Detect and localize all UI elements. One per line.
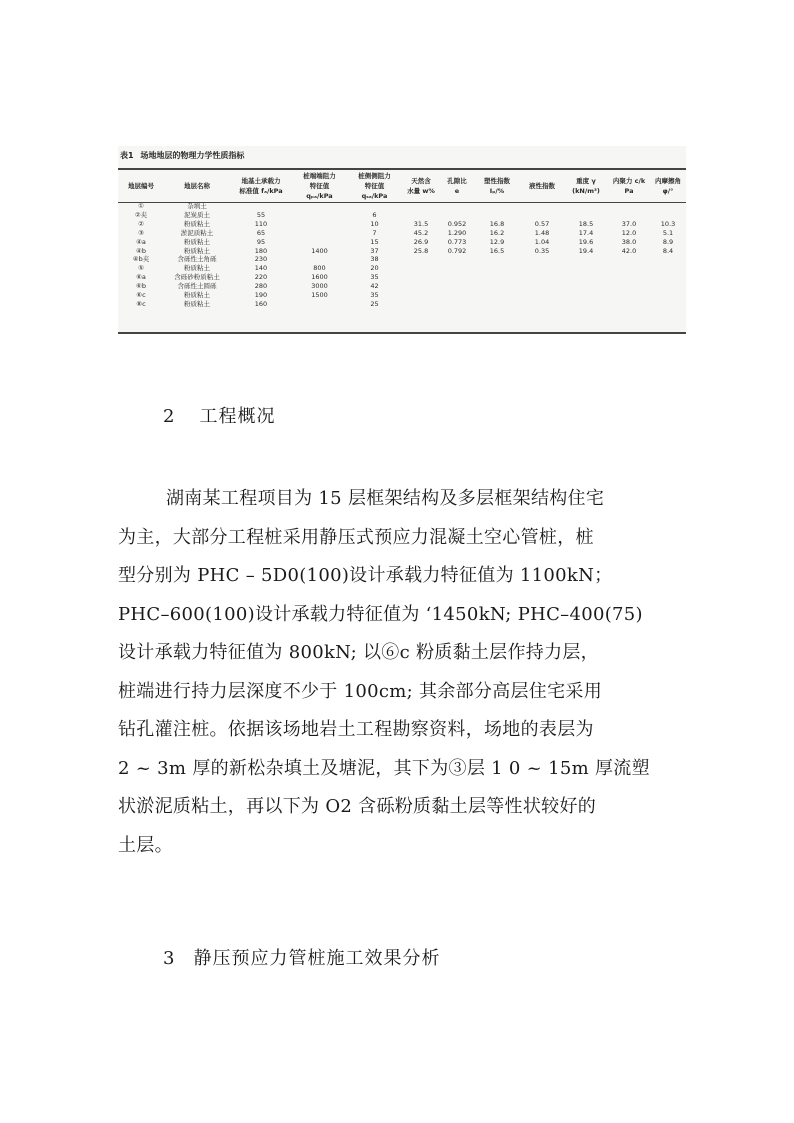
table-row <box>118 282 686 291</box>
table-cell: 42.0 <box>621 246 637 255</box>
table-cell <box>650 291 686 300</box>
table-cell: ⑥c <box>136 291 146 300</box>
table-cell <box>292 300 347 309</box>
table-cell: 1.04 <box>534 237 550 246</box>
table-cell <box>650 211 686 220</box>
table-cell <box>520 282 564 291</box>
table-cell: 15 <box>370 237 379 246</box>
table-cell: 粉质粘土 <box>184 291 210 300</box>
table-cell: 220 <box>254 273 268 282</box>
column-header: 内聚力 c/k Pa <box>612 177 646 195</box>
project-overview-paragraph <box>118 480 688 865</box>
table-cell: 10.3 <box>660 219 676 228</box>
table-cell <box>402 202 440 211</box>
table-row <box>118 255 686 264</box>
table-cell: 淤泥质粘土 <box>180 228 214 237</box>
table-cell <box>474 202 520 211</box>
table-cell <box>608 291 650 300</box>
table-cell <box>608 264 650 273</box>
column-header: 地层编号 <box>128 182 154 190</box>
table-cell: 0.773 <box>447 237 467 246</box>
table-cell: 含砾性土角砾 <box>177 255 217 264</box>
paragraph-line: PHC–600(100)设计承载力特征值为 ‘1450kN; PHC–400(75) <box>118 603 643 625</box>
table-cell: ① <box>138 202 144 210</box>
table-cell: 8.9 <box>662 237 674 246</box>
table-cell: 18.5 <box>578 219 594 228</box>
column-header: 地基土承载力 标准值 fₐ/kPa <box>239 177 283 195</box>
table-cell: 16.5 <box>489 246 505 255</box>
table-cell: 180 <box>254 246 268 255</box>
column-header: 塑性指数 Iₚ/% <box>484 177 510 195</box>
table-cell <box>520 291 564 300</box>
table-cell: 1.48 <box>534 228 550 237</box>
table-row <box>118 264 686 273</box>
table-cell: 16.8 <box>489 219 505 228</box>
table-cell: 19.4 <box>578 246 594 255</box>
table-cell: 5.1 <box>662 228 674 237</box>
table-cell <box>474 273 520 282</box>
table-cell <box>402 264 440 273</box>
table-cell <box>292 220 347 229</box>
table-cell <box>474 291 520 300</box>
column-header: 天然含 水量 w% <box>407 177 435 195</box>
paragraph-line: 状淤泥质粘土，再以下为 O2 含砾粉质黏土层等性状较好的 <box>118 796 597 817</box>
paragraph-line: 钻孔灌注桩。依据该场地岩土工程勘察资料，场地的表层为 <box>118 719 594 740</box>
table-cell <box>440 300 474 309</box>
table-cell <box>650 202 686 211</box>
column-header: 孔隙比 e <box>447 177 467 195</box>
table-cell: 31.5 <box>413 219 429 228</box>
table-row <box>118 273 686 282</box>
table-cell <box>650 273 686 282</box>
table-cell <box>564 273 608 282</box>
table-cell: ④b <box>136 246 146 255</box>
table-cell: 0.57 <box>534 219 550 228</box>
section-2-title: 工程概况 <box>199 406 276 427</box>
table-cell <box>230 202 292 211</box>
table-cell <box>440 282 474 291</box>
table-cell <box>292 229 347 238</box>
table-cell: 45.2 <box>413 228 429 237</box>
table-cell <box>474 282 520 291</box>
table-cell <box>520 264 564 273</box>
table-cell: ④b夹 <box>132 255 150 264</box>
table-cell: 粉质粘土 <box>184 246 210 255</box>
table-cell: ⑥a <box>136 273 146 282</box>
table-caption <box>120 150 248 161</box>
table-cell: 800 <box>313 264 326 273</box>
table-cell <box>564 264 608 273</box>
table-cell <box>564 255 608 264</box>
table-cell <box>474 264 520 273</box>
table-cell <box>440 255 474 264</box>
table-cell: ③ <box>138 228 144 237</box>
table-cell: 0.35 <box>534 246 550 255</box>
table-cell <box>292 255 347 264</box>
table-cell <box>520 211 564 220</box>
table-cell: 160 <box>254 299 268 308</box>
paragraph-line: 设计承载力特征值为 800kN; 以⑥c 粉质黏土层作持力层， <box>118 642 599 663</box>
column-header: 桩侧侧阻力 特征值 qₛₐ/kPa <box>358 172 391 200</box>
table-cell: ②夹 <box>134 210 148 219</box>
paragraph-line: 桩端进行持力层深度不少于 100cm; 其余部分高层住宅采用 <box>118 680 603 702</box>
table-cell: 1500 <box>311 291 328 300</box>
table-cell <box>292 202 347 211</box>
soil-properties-table <box>118 170 686 309</box>
table-row <box>118 229 686 238</box>
table-cell <box>608 255 650 264</box>
table-cell: 粉质粘土 <box>184 237 210 246</box>
table-cell <box>608 300 650 309</box>
table-bottom-rule <box>118 332 686 334</box>
table-cell <box>564 291 608 300</box>
table-cell <box>402 273 440 282</box>
table-cell: 1.290 <box>447 228 467 237</box>
table-cell <box>608 211 650 220</box>
table-header-row <box>118 170 686 202</box>
paragraph-line: 为主，大部分工程桩采用静压式预应力混凝土空心管桩，桩 <box>118 526 594 548</box>
column-header: 重度 γ (kN/m³) <box>572 177 600 195</box>
table-cell: 0.952 <box>447 219 467 228</box>
table-cell: 0.792 <box>447 246 467 255</box>
table-cell <box>347 202 402 211</box>
table-caption-number: 表1 <box>120 151 134 160</box>
table-cell <box>474 255 520 264</box>
paragraph-line: 2 ~ 3m 厚的新松杂填土及塘泥，其下为③层 1 0 ~ 15m 厚流塑 <box>118 757 650 779</box>
section-3-heading <box>163 944 440 970</box>
table-cell <box>474 300 520 309</box>
column-header: 内摩擦角 φ/° <box>655 177 681 195</box>
table-cell <box>650 282 686 291</box>
table-row <box>118 300 686 309</box>
table-cell: ⑧c <box>136 299 146 308</box>
paragraph-line: 湖南某工程项目为 15 层框架结构及多层框架结构住宅 <box>166 488 605 509</box>
table-cell: 7 <box>372 228 377 237</box>
table-cell <box>520 255 564 264</box>
table-cell: 12.0 <box>621 228 637 237</box>
table-cell <box>608 202 650 211</box>
table-cell: ② <box>138 219 144 228</box>
table-cell: 8.4 <box>662 246 674 255</box>
table-cell <box>650 255 686 264</box>
table-cell: 38 <box>370 255 379 264</box>
table-cell: 65 <box>256 228 266 237</box>
section-2-heading <box>163 402 275 428</box>
paragraph-line: 土层。 <box>118 834 173 856</box>
table-row <box>118 238 686 247</box>
table-cell <box>440 264 474 273</box>
table-cell: 37 <box>370 246 379 255</box>
table-cell <box>402 211 440 220</box>
table-cell: 泥炭质土 <box>184 210 210 219</box>
table-row <box>118 211 686 220</box>
table-cell: 37.0 <box>621 219 637 228</box>
table-cell: 粉质粘土 <box>184 264 210 273</box>
table-cell: 26.9 <box>413 237 429 246</box>
table-cell: ④a <box>136 237 146 246</box>
table-cell: 3000 <box>311 282 328 291</box>
table-cell: 55 <box>256 210 266 219</box>
table-row <box>118 202 686 211</box>
table-cell: 含砾砂粉质粘土 <box>174 273 220 282</box>
table-cell <box>402 291 440 300</box>
table-cell: 1600 <box>311 273 328 282</box>
table-cell <box>564 211 608 220</box>
table-caption-text: 场地地层的物理力学性质指标 <box>140 151 245 160</box>
table-cell <box>564 300 608 309</box>
table-cell: 25.8 <box>413 246 429 255</box>
table-cell <box>402 255 440 264</box>
table-cell: 95 <box>256 237 266 246</box>
section-2-number: 2 <box>163 406 176 427</box>
column-header: 液性指数 <box>529 182 555 190</box>
table-cell: 17.4 <box>578 228 594 237</box>
table-cell: 1400 <box>311 246 328 255</box>
table-cell <box>440 211 474 220</box>
column-header: 桩端端阻力 特征值 qₚₐ/kPa <box>303 172 336 200</box>
table-cell: ⑥b <box>136 282 146 291</box>
table-cell: 19.6 <box>578 237 594 246</box>
table-cell <box>402 300 440 309</box>
table-cell <box>520 273 564 282</box>
table-cell: 35 <box>370 291 379 300</box>
table-cell <box>564 282 608 291</box>
table-cell: 6 <box>372 210 377 219</box>
table-cell: 35 <box>370 273 379 282</box>
table-cell <box>440 291 474 300</box>
table-row <box>118 291 686 300</box>
table-cell <box>650 264 686 273</box>
table-cell <box>402 282 440 291</box>
section-3-number: 3 <box>163 948 176 969</box>
table-cell: 20 <box>370 264 379 273</box>
table-cell <box>608 282 650 291</box>
table-cell <box>440 273 474 282</box>
table-row <box>118 220 686 229</box>
table-cell: 38.0 <box>621 237 637 246</box>
table-cell <box>520 300 564 309</box>
soil-properties-table-figure <box>118 146 686 334</box>
table-cell <box>564 202 608 211</box>
table-cell: 12.9 <box>489 237 505 246</box>
section-3-title: 静压预应力管桩施工效果分析 <box>193 948 441 969</box>
table-cell: 含砾性土圆砾 <box>177 282 217 291</box>
table-cell: 42 <box>370 282 379 291</box>
table-cell <box>520 202 564 211</box>
table-cell: 粉质粘土 <box>184 219 210 228</box>
table-cell: 16.2 <box>489 228 505 237</box>
table-cell: 230 <box>254 255 268 264</box>
table-cell <box>608 273 650 282</box>
table-cell: 杂填土 <box>187 202 207 210</box>
paragraph-line: 型分别为 PHC – 5D0(100)设计承载力特征值为 1100kN； <box>118 565 613 586</box>
table-cell: 190 <box>254 291 268 300</box>
table-cell: 280 <box>254 282 268 291</box>
table-cell: 10 <box>370 219 379 228</box>
table-cell: 140 <box>254 264 268 273</box>
table-cell <box>650 300 686 309</box>
column-header: 地层名称 <box>184 182 210 190</box>
table-cell <box>440 202 474 211</box>
table-cell: 25 <box>370 299 379 308</box>
table-cell <box>474 211 520 220</box>
table-cell <box>292 211 347 220</box>
table-cell: 110 <box>254 219 268 228</box>
table-cell: ⑤ <box>138 264 144 273</box>
table-cell <box>292 238 347 247</box>
table-cell: 粉质粘土 <box>184 299 210 308</box>
